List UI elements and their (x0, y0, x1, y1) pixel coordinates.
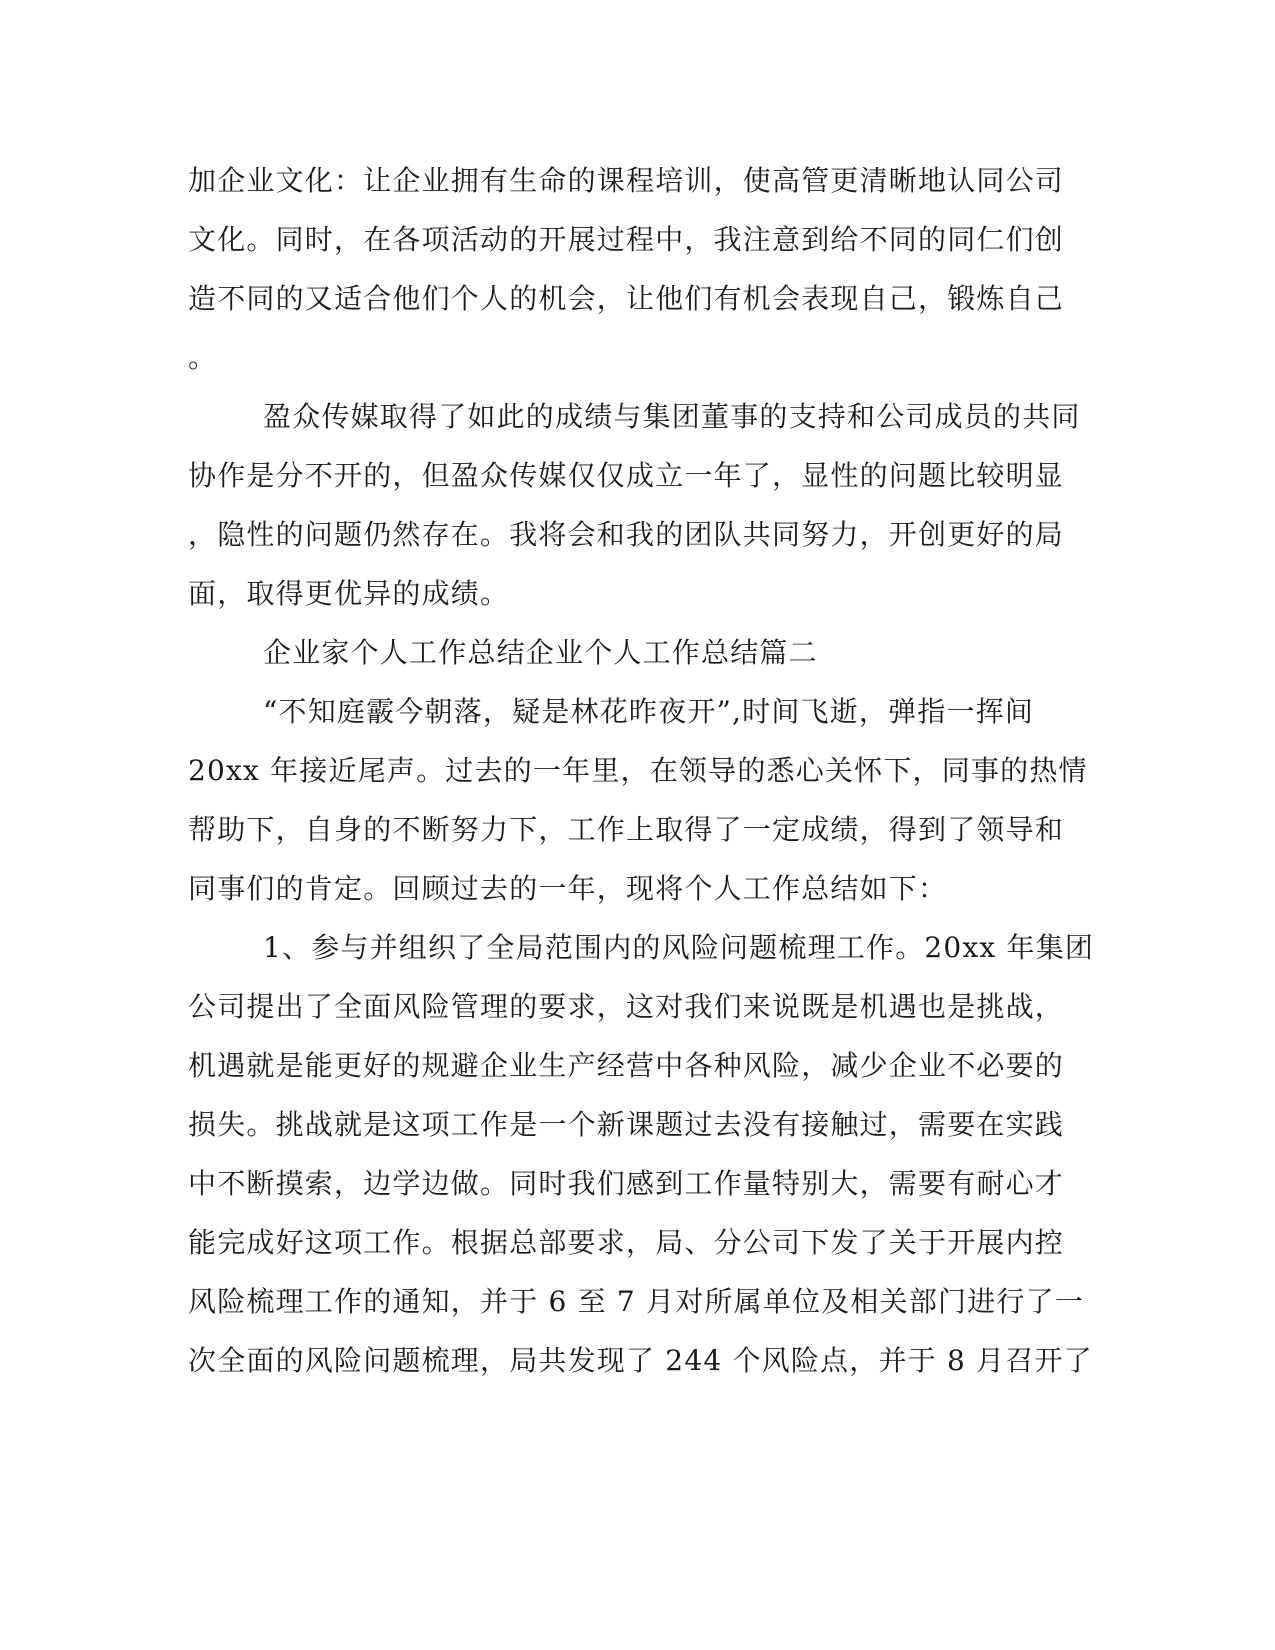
text-line: ，隐性的问题仍然存在。我将会和我的团队共同努力，开创更好的局 (188, 518, 1065, 551)
text-line: 加企业文化：让企业拥有生命的课程培训，使高管更清晰地认同公司 (188, 164, 1065, 197)
text-line: 造不同的又适合他们个人的机会，让他们有机会表现自己，锻炼自己 (188, 282, 1065, 315)
text-line: 次全面的风险问题梳理，局共发现了 244 个风险点，并于 8 月召开了 (188, 1344, 1093, 1377)
paragraph-first-line: 1、参与并组织了全局范围内的风险问题梳理工作。20xx 年集团 (263, 931, 1095, 964)
text-line: 同事们的肯定。回顾过去的一年，现将个人工作总结如下： (188, 872, 948, 905)
text-line: 文化。同时，在各项活动的开展过程中，我注意到给不同的同仁们创 (188, 223, 1065, 256)
text-line: 机遇就是能更好的规避企业生产经营中各种风险，减少企业不必要的 (188, 1049, 1065, 1082)
text-line: 风险梳理工作的通知，并于 6 至 7 月对所属单位及相关部门进行了一 (188, 1285, 1085, 1318)
paragraph-first-line: “不知庭霰今朝落，疑是林花昨夜开”,时间飞逝，弹指一挥间 (263, 695, 1035, 728)
text-line: 公司提出了全面风险管理的要求，这对我们来说既是机遇也是挑战， (188, 990, 1065, 1023)
text-line: 面，取得更优异的成绩。 (188, 577, 510, 610)
text-line: 中不断摸索，边学边做。同时我们感到工作量特别大，需要有耐心才 (188, 1167, 1065, 1200)
section-heading: 企业家个人工作总结企业个人工作总结篇二 (263, 636, 818, 669)
text-line: 20xx 年接近尾声。过去的一年里，在领导的悉心关怀下，同事的热情 (188, 754, 1088, 787)
text-line: 协作是分不开的，但盈众传媒仅仅成立一年了，显性的问题比较明显 (188, 459, 1065, 492)
paragraph-first-line: 盈众传媒取得了如此的成绩与集团董事的支持和公司成员的共同 (263, 400, 1081, 433)
text-line: 帮助下，自身的不断努力下，工作上取得了一定成绩，得到了领导和 (188, 813, 1065, 846)
text-line: 能完成好这项工作。根据总部要求，局、分公司下发了关于开展内控 (188, 1226, 1065, 1259)
text-line: 。 (188, 341, 218, 374)
text-line: 损失。挑战就是这项工作是一个新课题过去没有接触过，需要在实践 (188, 1108, 1065, 1141)
